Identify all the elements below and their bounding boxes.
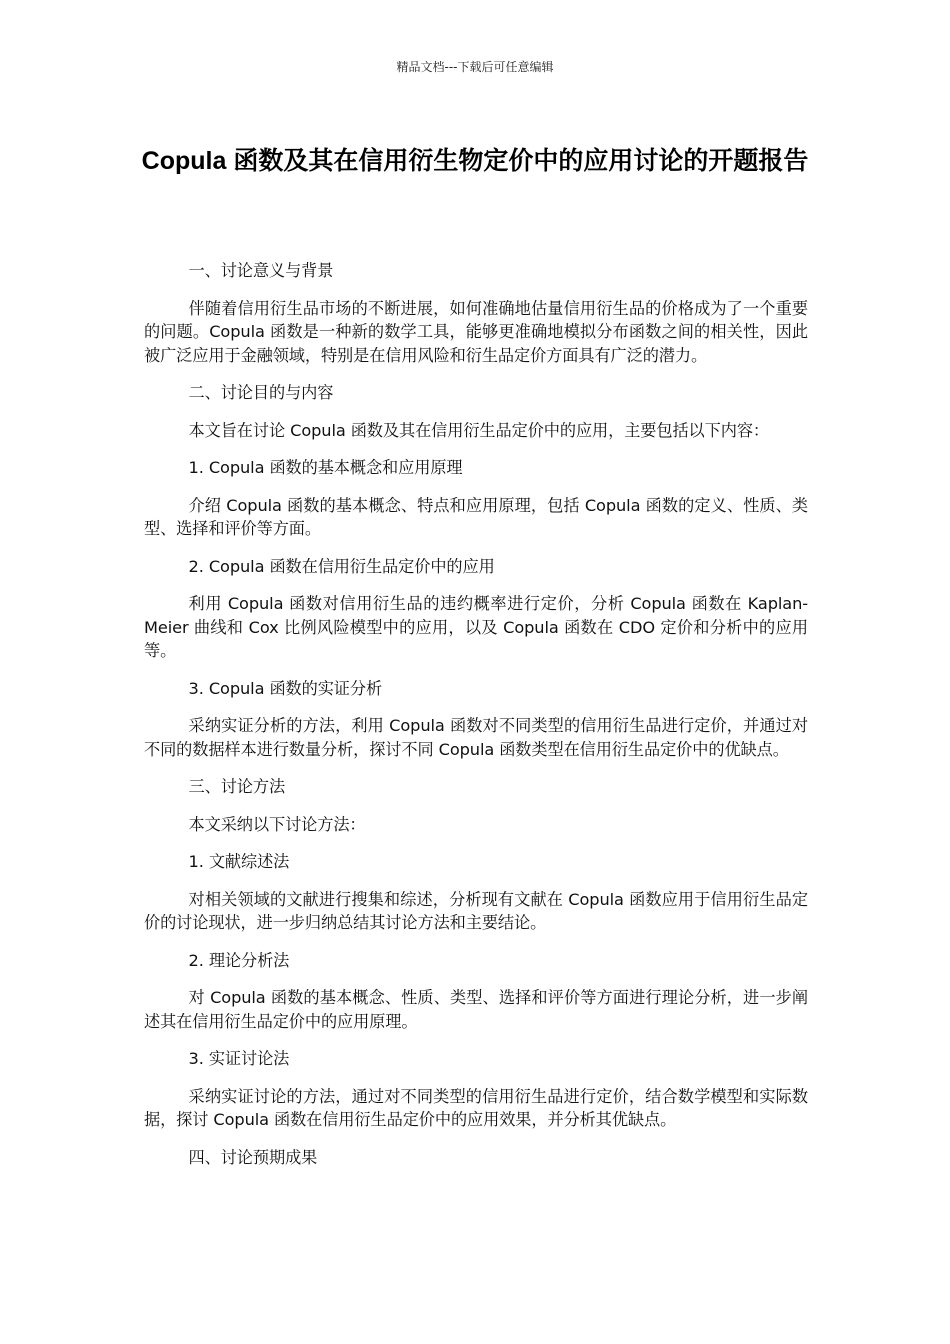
- section-heading-expected-results: 四、讨论预期成果: [188, 1147, 318, 1167]
- paragraph-background: 伴随着信用衍生品市场的不断进展，如何准确地估量信用衍生品的价格成为了一个重要的问题。Copula 函数是一种新的数学工具，能够更准确地模拟分布函数之间的相关性，因此被广泛应用于金融领域，特别是在信用风险和衍生品定价方面具有广泛的潜力。: [144, 298, 808, 365]
- paragraph-empirical-analysis: 采纳实证分析的方法，利用 Copula 函数对不同类型的信用衍生品进行定价，并通过对不同的数据样本进行数量分析，探讨不同 Copula 函数类型在信用衍生品定价中的优缺点。: [144, 716, 808, 759]
- paragraph-theoretical-analysis: 对 Copula 函数的基本概念、性质、类型、选择和评价等方面进行理论分析，进一步阐述其在信用衍生品定价中的应用原理。: [144, 988, 808, 1031]
- document-body: [144, 259, 808, 1183]
- section-heading-methods: 三、讨论方法: [188, 777, 286, 796]
- paragraph-basic-concepts: 介绍 Copula 函数的基本概念、特点和应用原理，包括 Copula 函数的定义、性质、类型、选择和评价等方面。: [144, 495, 808, 538]
- subheading-pricing-application: 2. Copula 函数在信用衍生品定价中的应用: [188, 556, 495, 576]
- paragraph-literature-review: 对相关领域的文献进行搜集和综述，分析现有文献在 Copula 函数应用于信用衍生品定价的讨论现状，进一步归纳总结其讨论方法和主要结论。: [144, 889, 808, 932]
- subheading-empirical-analysis: 3. Copula 函数的实证分析: [188, 678, 383, 698]
- subheading-theoretical-analysis: 2. 理论分析法: [188, 950, 290, 970]
- paragraph-methods-intro: 本文采纳以下讨论方法：: [188, 814, 366, 834]
- section-heading-background: 一、讨论意义与背景: [188, 261, 334, 280]
- subheading-basic-concepts: 1. Copula 函数的基本概念和应用原理: [188, 458, 463, 477]
- section-heading-objectives: 二、讨论目的与内容: [188, 383, 334, 402]
- subheading-literature-review: 1. 文献综述法: [188, 852, 290, 871]
- paragraph-pricing-application: 利用 Copula 函数对信用衍生品的违约概率进行定价，分析 Copula 函数在 Kaplan-Meier 曲线和 Cox 比例风险模型中的应用，以及 Copula 函数在 CDO 定价和分析中的应用等。: [144, 594, 808, 660]
- document-title: Copula 函数及其在信用衍生物定价中的应用讨论的开题报告: [141, 147, 809, 175]
- paragraph-empirical-study: 采纳实证讨论的方法，通过对不同类型的信用衍生品进行定价，结合数学模型和实际数据，探讨 Copula 函数在信用衍生品定价中的应用效果，并分析其优缺点。: [144, 1086, 808, 1129]
- header-note: 精品文档---下载后可任意编辑: [396, 60, 554, 74]
- paragraph-objectives-intro: 本文旨在讨论 Copula 函数及其在信用衍生品定价中的应用，主要包括以下内容：: [188, 420, 769, 440]
- subheading-empirical-study: 3. 实证讨论法: [188, 1049, 290, 1068]
